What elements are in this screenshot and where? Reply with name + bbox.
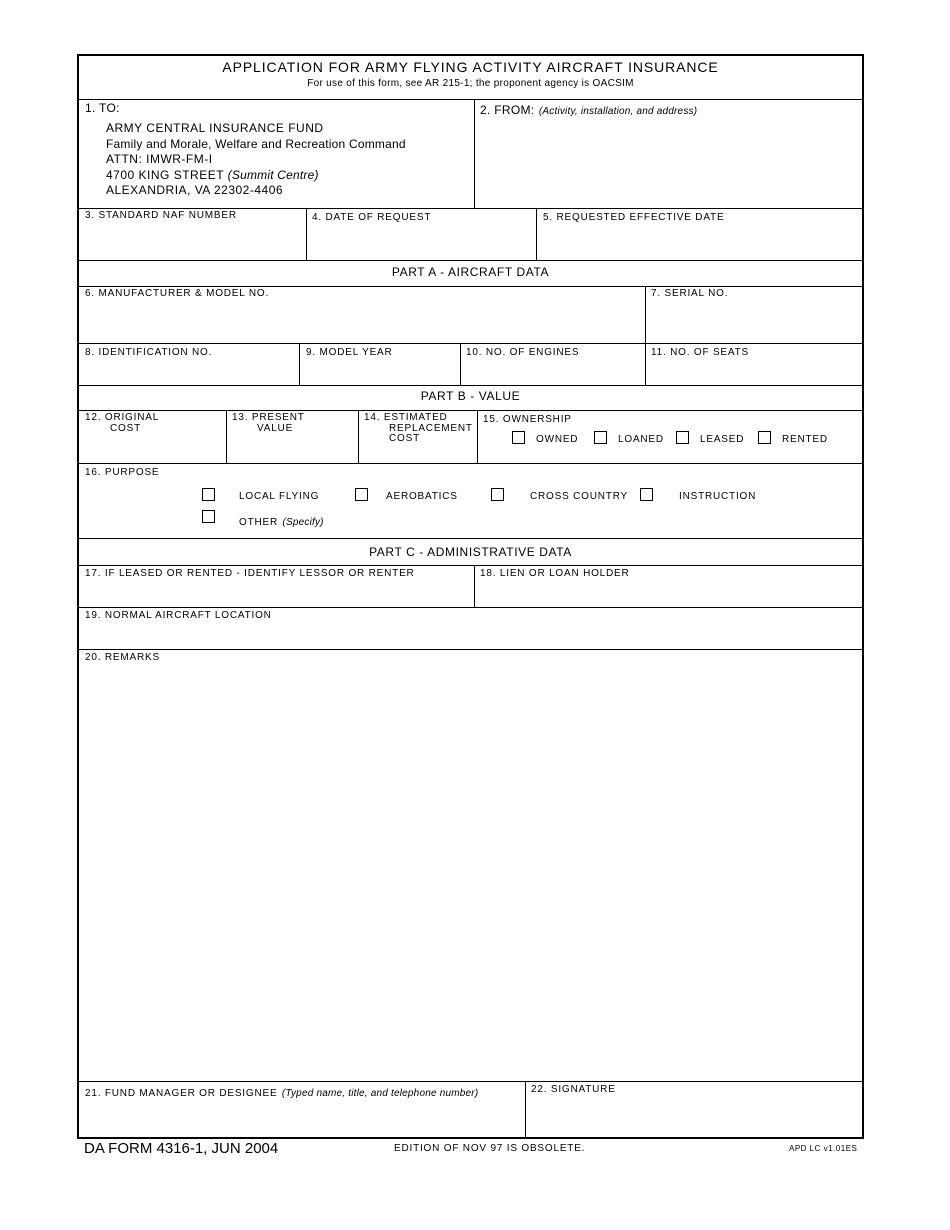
divider <box>79 286 862 287</box>
present-value-label: VALUE <box>257 423 294 434</box>
insurance-application-form <box>77 54 864 1139</box>
address-line: Family and Morale, Welfare and Recreation Command <box>106 137 406 151</box>
replacement-cost-label: REPLACEMENT <box>389 423 473 434</box>
other-purpose-note: (Specify) <box>282 517 324 528</box>
divider <box>79 260 862 261</box>
original-cost-label: COST <box>110 423 141 434</box>
divider <box>79 208 862 209</box>
form-title: APPLICATION FOR ARMY FLYING ACTIVITY AIRCRAFT INSURANCE <box>222 59 719 75</box>
replacement-cost-label: COST <box>389 433 420 444</box>
replacement-cost-label: 14. ESTIMATED <box>364 412 448 423</box>
divider <box>79 410 862 411</box>
lien-holder-label: 18. LIEN OR LOAN HOLDER <box>480 568 630 579</box>
fund-manager-label: 21. FUND MANAGER OR DESIGNEE <box>85 1088 278 1099</box>
from-label: 2. FROM: <box>480 103 535 117</box>
loaned-checkbox[interactable] <box>594 431 607 444</box>
part-c-title: PART C - ADMINISTRATIVE DATA <box>369 545 572 559</box>
serial-number-label: 7. SERIAL NO. <box>651 288 729 299</box>
from-label-group <box>480 101 697 119</box>
naf-number-label: 3. STANDARD NAF NUMBER <box>85 210 237 221</box>
owned-option-label: OWNED <box>536 434 579 445</box>
other-purpose-label: OTHER <box>239 517 278 528</box>
from-note: (Activity, installation, and address) <box>538 106 698 117</box>
signature-label: 22. SIGNATURE <box>531 1084 616 1095</box>
date-of-request-label: 4. DATE OF REQUEST <box>312 212 432 223</box>
purpose-label: 16. PURPOSE <box>85 467 160 478</box>
owned-checkbox[interactable] <box>512 431 525 444</box>
other-purpose-checkbox[interactable] <box>202 510 215 523</box>
form-id: DA FORM 4316-1, JUN 2004 <box>84 1140 279 1157</box>
leased-checkbox[interactable] <box>676 431 689 444</box>
part-a-title: PART A - AIRCRAFT DATA <box>391 265 550 279</box>
address-line: ARMY CENTRAL INSURANCE FUND <box>106 121 324 135</box>
part-b-title: PART B - VALUE <box>420 389 521 403</box>
address-note: (Summit Centre) <box>227 168 319 182</box>
divider <box>79 385 862 386</box>
to-label: 1. TO: <box>85 101 120 115</box>
aerobatics-label: AEROBATICS <box>386 491 458 502</box>
form-subtitle: For use of this form, see AR 215-1; the proponent agency is OACSIM <box>307 78 634 89</box>
leased-option-label: LEASED <box>700 434 745 445</box>
divider <box>79 1081 862 1082</box>
fund-manager-note: (Typed name, title, and telephone number) <box>281 1088 479 1099</box>
local-flying-label: LOCAL FLYING <box>239 491 320 502</box>
divider <box>79 538 862 539</box>
engines-label: 10. NO. OF ENGINES <box>466 347 580 358</box>
remarks-label: 20. REMARKS <box>85 652 160 663</box>
divider <box>79 463 862 464</box>
divider <box>79 343 862 344</box>
aerobatics-checkbox[interactable] <box>355 488 368 501</box>
cross-country-checkbox[interactable] <box>491 488 504 501</box>
rented-checkbox[interactable] <box>758 431 771 444</box>
identification-label: 8. IDENTIFICATION NO. <box>85 347 213 358</box>
rented-option-label: RENTED <box>782 434 828 445</box>
address-line: ALEXANDRIA, VA 22302-4406 <box>106 183 284 197</box>
edition-note: EDITION OF NOV 97 IS OBSOLETE. <box>394 1143 586 1154</box>
model-year-label: 9. MODEL YEAR <box>306 347 393 358</box>
instruction-checkbox[interactable] <box>640 488 653 501</box>
loaned-option-label: LOANED <box>618 434 664 445</box>
seats-label: 11. NO. OF SEATS <box>651 347 750 358</box>
fund-manager-group <box>85 1083 478 1101</box>
cross-country-label: CROSS COUNTRY <box>530 491 629 502</box>
effective-date-label: 5. REQUESTED EFFECTIVE DATE <box>543 212 725 223</box>
address-line <box>106 168 319 183</box>
street-address: 4700 KING STREET <box>106 168 224 182</box>
address-line: ATTN: IMWR-FM-I <box>106 152 213 166</box>
version-note: APD LC v1.01ES <box>789 1144 858 1153</box>
divider <box>79 99 862 100</box>
local-flying-checkbox[interactable] <box>202 488 215 501</box>
original-cost-label: 12. ORIGINAL <box>85 412 160 423</box>
divider <box>79 607 862 608</box>
divider <box>79 565 862 566</box>
instruction-label: INSTRUCTION <box>679 491 757 502</box>
aircraft-location-label: 19. NORMAL AIRCRAFT LOCATION <box>85 610 272 621</box>
other-purpose-group <box>239 512 324 530</box>
divider <box>79 649 862 650</box>
manufacturer-label: 6. MANUFACTURER & MODEL NO. <box>85 288 270 299</box>
ownership-label: 15. OWNERSHIP <box>483 414 572 425</box>
present-value-label: 13. PRESENT <box>232 412 305 423</box>
lessor-label: 17. IF LEASED OR RENTED - IDENTIFY LESSOR OR RENTER <box>85 568 415 579</box>
